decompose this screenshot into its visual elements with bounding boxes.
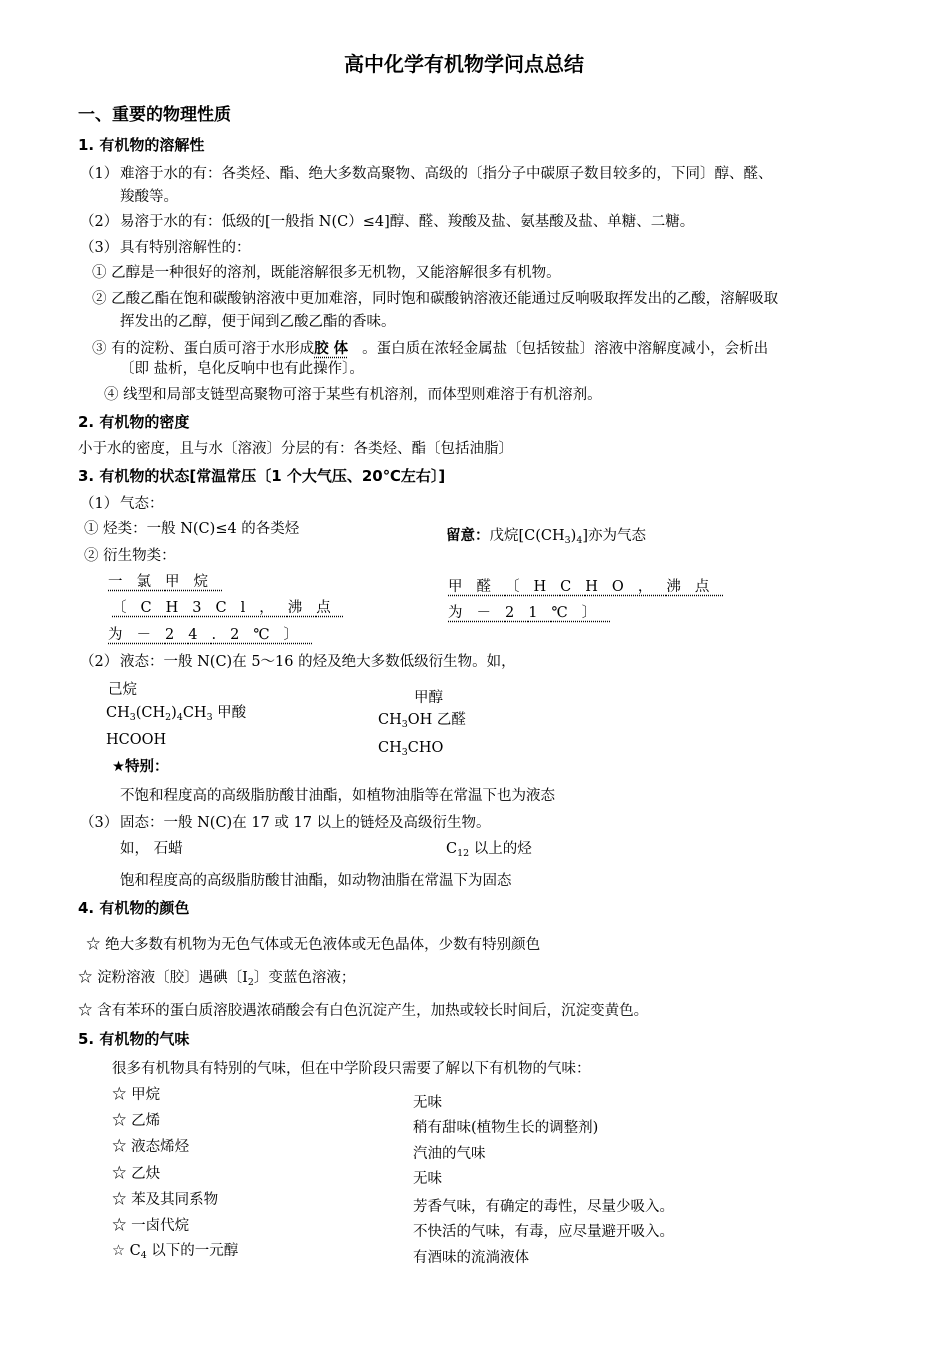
subsection-heading-color: 4. 有机物的颜色	[78, 899, 190, 917]
item-number: （2）	[80, 214, 119, 230]
list-item: ① 乙醇是一种很好的溶剂，既能溶解很多无机物，又能溶解很多有机物。	[92, 265, 561, 281]
text: OH 乙醛	[407, 712, 466, 728]
text: ③ 有的淀粉、蛋白质可溶于水形成	[92, 341, 315, 357]
text: 〕变蓝色溶液；	[253, 970, 356, 986]
text: ☆ C	[112, 1243, 141, 1259]
char: 点	[316, 600, 345, 616]
note	[446, 527, 646, 545]
text: CHO	[407, 740, 444, 756]
smell-item-name: ☆ 乙炔	[112, 1166, 161, 1182]
char: H	[165, 600, 193, 616]
list-item	[78, 969, 355, 987]
smell-description: 芳香气味，有确定的毒性，尽量少吸入。	[413, 1199, 674, 1215]
subscript: 2	[247, 976, 254, 988]
compound-name: 己烷	[108, 682, 137, 698]
text: )	[570, 528, 577, 544]
paragraph: 难溶于水的有：各类烃、酯、绝大多数高聚物、高级的〔指分子中碳原子数目较多的，下同〕醇、醛、	[120, 166, 773, 182]
text: 以上的烃	[469, 841, 532, 857]
text: ☆ 淀粉溶液〔胶〕遇碘〔I	[78, 970, 248, 986]
chloromethane-line-2	[112, 599, 345, 617]
smell-description: 无味	[413, 1095, 442, 1111]
paragraph: 饱和程度高的高级脂肪酸甘油酯，如动物油脂在常温下为固态	[120, 873, 512, 889]
list-item: ① 烃类：一般 N(C)≤4 的各类烃	[84, 521, 300, 537]
smell-description: 不快活的气味，有毒，应尽量避开吸入。	[413, 1224, 674, 1240]
char: ℃	[253, 627, 284, 643]
note-label: 留意：	[446, 528, 490, 544]
subsection-heading-smell: 5. 有机物的气味	[78, 1030, 190, 1048]
char: 烷	[193, 574, 222, 590]
char: 甲	[448, 579, 477, 595]
list-item: 〔即 盐析，皂化反响中也有此操作〕。	[120, 361, 364, 377]
text: C	[446, 841, 458, 857]
char: 一	[108, 574, 137, 590]
char: 3C	[192, 600, 241, 616]
chloromethane-line-3	[108, 626, 312, 644]
section-heading: 一、重要的物理性质	[78, 105, 231, 125]
char: 为	[108, 627, 137, 643]
char: 2	[505, 605, 529, 621]
subscript: 2	[165, 711, 172, 723]
subscript: 3	[401, 718, 408, 730]
special-label: ★特别：	[112, 759, 169, 775]
compound-name: 甲醇	[414, 690, 443, 706]
smell-item-name: ☆ 一卤代烷	[112, 1218, 190, 1234]
text: )	[171, 705, 177, 721]
smell-item-name: ☆ 甲烷	[112, 1087, 161, 1103]
list-item	[92, 340, 768, 358]
smell-description: 有酒味的流淌液体	[413, 1250, 529, 1266]
char: ℃	[551, 605, 582, 621]
char: 1	[528, 605, 552, 621]
formula	[378, 739, 443, 757]
char: 〔	[112, 600, 141, 616]
item-number: （2）	[80, 654, 119, 670]
list-item: 挥发出的乙醇，便于闻到乙酸乙酯的香味。	[120, 314, 396, 330]
list-item: ④ 线型和局部支链型高聚物可溶于某些有机溶剂，而体型则难溶于有机溶剂。	[104, 387, 602, 403]
char: 2	[165, 627, 189, 643]
subscript: 3	[206, 711, 213, 723]
item-number: （3）	[80, 240, 119, 256]
char: 为	[448, 605, 477, 621]
char: 氯	[136, 574, 165, 590]
text: CH	[182, 705, 207, 721]
char: 〕	[283, 627, 313, 643]
subscript: 4	[576, 534, 583, 546]
formula: HCOOH	[106, 732, 167, 748]
text: CH	[378, 712, 402, 728]
char: 沸	[287, 600, 317, 616]
char: ，	[637, 579, 667, 595]
char: 4	[188, 627, 212, 643]
chloromethane-line-1	[108, 573, 222, 591]
item-number: （1）	[80, 496, 119, 512]
char: 〔	[505, 579, 534, 595]
char: H	[533, 579, 561, 595]
text: ]亦为气态	[582, 528, 646, 544]
text: 。蛋白质在浓轻金属盐〔包括铵盐〕溶液中溶解度减小，会析出	[362, 341, 769, 357]
paragraph: 小于水的密度，且与水〔溶液〕分层的有：各类烃、酯〔包括油脂〕	[78, 441, 513, 457]
subscript: 4	[176, 711, 183, 723]
list-item: ② 衍生物类：	[84, 548, 176, 564]
page-title: 高中化学有机物学问点总结	[344, 52, 584, 76]
char: C	[140, 600, 166, 616]
formaldehyde-line-1	[448, 578, 723, 596]
subscript: 4	[140, 1249, 147, 1261]
paragraph: 气态：	[120, 496, 164, 512]
char: 〕	[581, 605, 611, 621]
char: l，	[240, 600, 288, 616]
smell-description: 稍有甜味(植物生长的调整剂)	[413, 1120, 599, 1136]
formaldehyde-line-2	[448, 604, 610, 622]
subsection-heading-density: 2. 有机物的密度	[78, 413, 190, 431]
list-item: ② 乙酸乙酯在饱和碳酸钠溶液中更加难溶，同时饱和碳酸钠溶液还能通过反响吸取挥发出的乙酸，溶解吸取	[92, 291, 779, 307]
char: －	[136, 627, 165, 643]
paragraph: 易溶于水的有：低级的[一般指 N(C）≤4]醇、醛、羧酸及盐、氨基酸及盐、单糖、二糖。	[120, 214, 695, 230]
text: 甲酸	[212, 705, 247, 721]
item-number: （3）	[80, 815, 119, 831]
text: CH	[378, 740, 402, 756]
text: 戊烷[C(CH	[489, 528, 565, 544]
subscript: 3	[129, 711, 136, 723]
text: (CH	[135, 705, 166, 721]
char: 甲	[165, 574, 194, 590]
subsection-heading-solubility: 1. 有机物的溶解性	[78, 136, 205, 154]
paragraph: 固态：一般 N(C)在 17 或 17 以上的链烃及高级衍生物。	[120, 815, 491, 831]
char: 点	[694, 579, 724, 595]
subscript: 3	[401, 746, 408, 758]
subscript: 3	[564, 534, 571, 546]
list-item: ☆ 绝大多数有机物为无色气体或无色液体或无色晶体，少数有特别颜色	[86, 937, 541, 953]
item-number: （1）	[80, 166, 119, 182]
smell-item-name: ☆ 乙烯	[112, 1113, 161, 1129]
char: 醛	[476, 579, 505, 595]
text: CH	[106, 705, 130, 721]
char: －	[476, 605, 505, 621]
text: 以下的一元醇	[146, 1243, 239, 1259]
paragraph: 具有特别溶解性的：	[120, 240, 251, 256]
smell-item-name	[112, 1242, 238, 1260]
char: .2	[211, 627, 254, 643]
subscript: 12	[457, 847, 470, 859]
char: C	[560, 579, 586, 595]
paragraph: 液态：一般 N(C)在 5～16 的烃及绝大多数低级衍生物。如，	[120, 654, 516, 670]
formula	[378, 711, 466, 729]
paragraph: 很多有机物具有特别的气味，但在中学阶段只需要了解以下有机物的气味：	[112, 1061, 591, 1077]
example: 如， 石蜡	[120, 841, 183, 857]
colloid-term: 胶 体	[314, 341, 349, 357]
smell-item-name: ☆ 液态烯烃	[112, 1139, 190, 1155]
paragraph: 羧酸等。	[120, 189, 178, 205]
smell-description: 汽油的气味	[413, 1146, 486, 1162]
formula	[106, 704, 246, 722]
char: O	[611, 579, 638, 595]
paragraph: 不饱和程度高的高级脂肪酸甘油酯，如植物油脂等在常温下也为液态	[120, 788, 555, 804]
char: 沸	[666, 579, 695, 595]
smell-item-name: ☆ 苯及其同系物	[112, 1192, 219, 1208]
formula	[446, 840, 532, 858]
smell-description: 无味	[413, 1171, 442, 1187]
char: H	[585, 579, 612, 595]
subsection-heading-state: 3. 有机物的状态[常温常压〔1 个大气压、20℃左右〕]	[78, 467, 446, 485]
list-item: ☆ 含有苯环的蛋白质溶胶遇浓硝酸会有白色沉淀产生，加热或较长时间后，沉淀变黄色。	[78, 1003, 649, 1019]
